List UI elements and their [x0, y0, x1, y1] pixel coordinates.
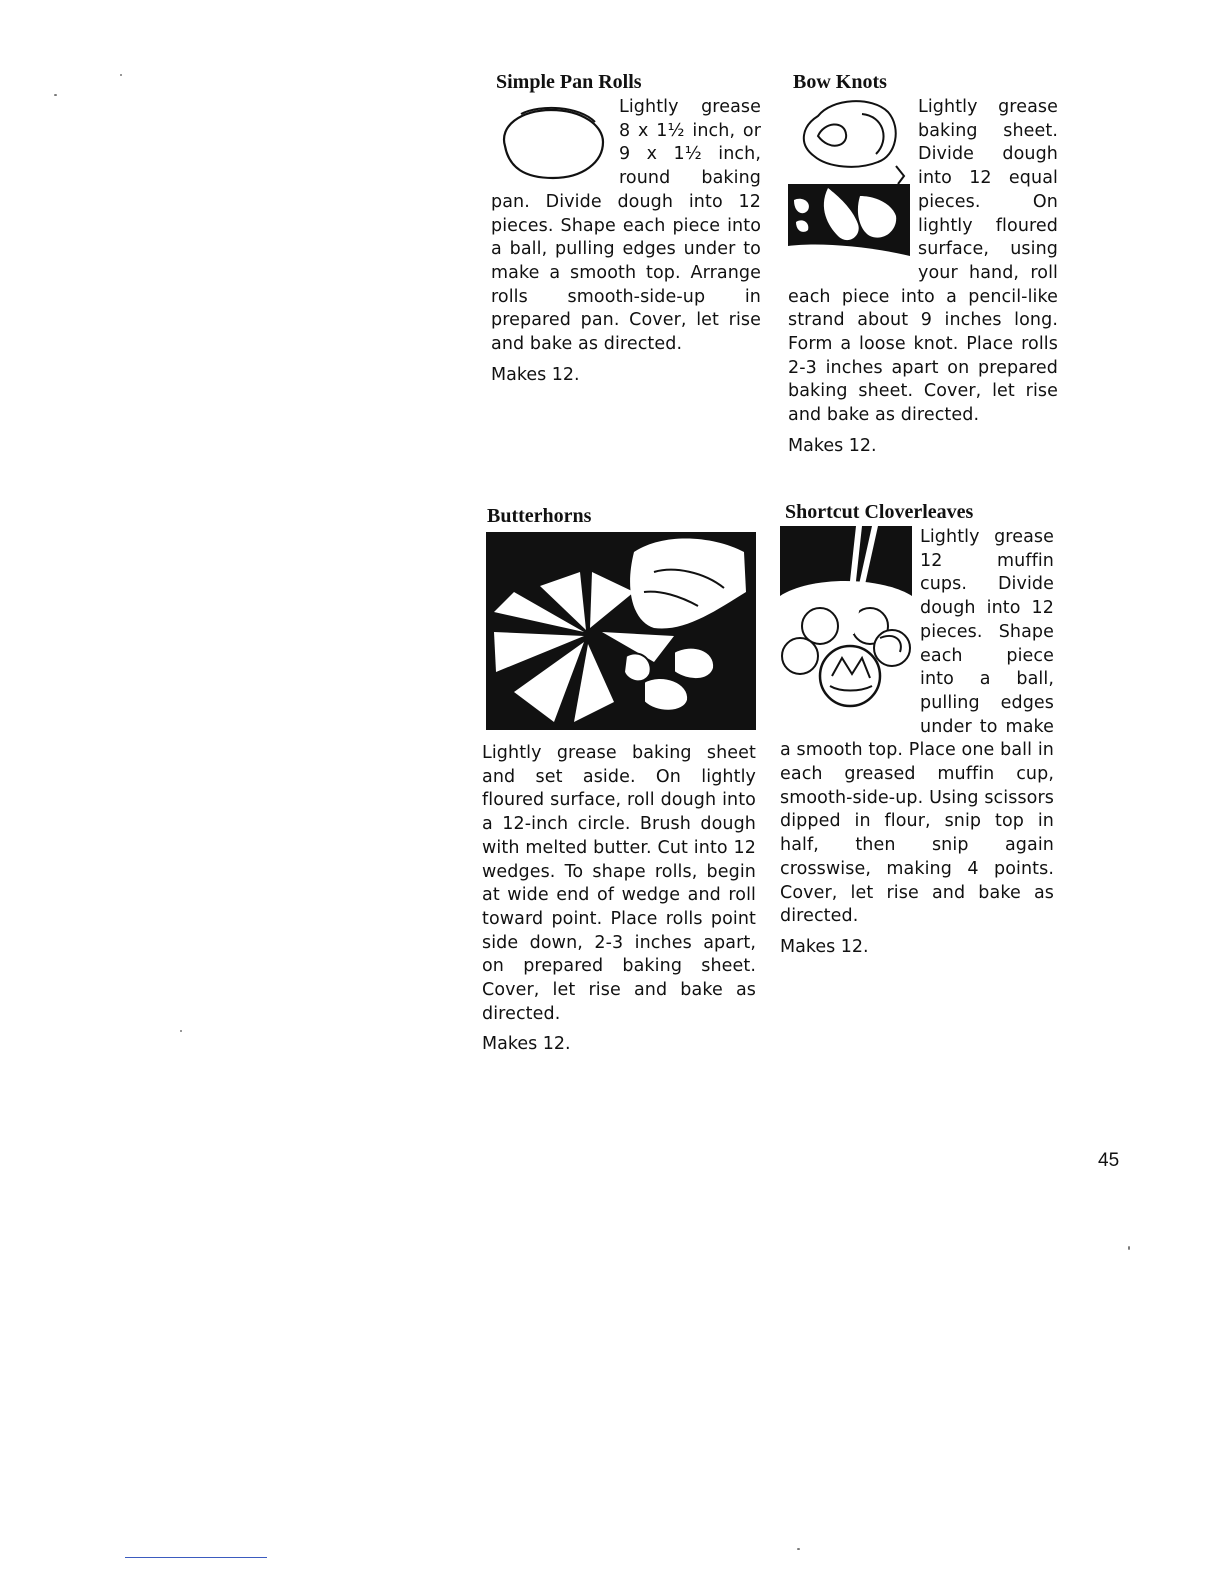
butterhorn-rolling-icon: [484, 532, 758, 732]
muffin-tin-scissors-icon: [780, 526, 912, 732]
recipe-title: Bow Knots: [793, 71, 887, 93]
recipe-body: Lightly grease 12 muffin cups. Divide dough into 12 pieces. Shape each piece into a ball, pulling edges under to make a smooth top. Place one ball in each greased muffin cup, smooth-side-up. Using scissors dipped in flour, snip top in half, then snip again crosswise, making 4 points. Cover, let rise and bake as directed.: [780, 527, 1054, 927]
recipe-title: Butterhorns: [487, 505, 592, 527]
recipe-body: Lightly grease baking sheet. Divide dough into 12 equal pieces. On lightly floured surface, using your hand, roll each piece into a pencil-like strand about 9 inches long. Form a loose knot. Place rolls 2-3 inches apart on prepared baking sheet. Cover, let rise and bake as directed.: [788, 97, 1058, 426]
bottom-rule: [125, 1557, 267, 1558]
scan-speck: [180, 1030, 182, 1032]
recipe-yield: Makes 12.: [491, 364, 580, 385]
bow-knot-icon: [788, 96, 910, 264]
recipe-shortcut-cloverleaves: [780, 500, 1054, 959]
scan-speck: [120, 74, 122, 76]
recipe-yield: Makes 12.: [780, 936, 869, 957]
recipe-butterhorns: [482, 504, 756, 1056]
recipe-yield: Makes 12.: [788, 435, 877, 456]
recipe-body: Lightly grease 8 x 1½ inch, or 9 x 1½ inch, round baking pan. Divide dough into 12 pieces. Shape each piece into a ball, pulling edges under to make a smooth top. Arrange rolls smooth-side-up in prepared pan. Cover, let rise and bake as directed.: [491, 97, 761, 355]
recipe-body: Lightly grease baking sheet and set aside. On lightly floured surface, roll dough into a 12-inch circle. Brush dough with melted butter. Cut into 12 wedges. To shape rolls, begin at wide end of wedge and roll toward point. Place rolls point side down, 2-3 inches apart, on prepared baking sheet. Cover, let rise and bake as directed.: [482, 743, 756, 1024]
recipe-title: Shortcut Cloverleaves: [785, 501, 974, 523]
scan-speck: [797, 1548, 800, 1550]
scan-speck: [1128, 1246, 1130, 1250]
recipe-simple-pan-rolls: [491, 70, 761, 387]
recipe-yield: Makes 12.: [482, 1034, 571, 1055]
round-pan-icon: [491, 96, 611, 186]
scan-speck: [54, 94, 57, 96]
recipe-bow-knots: [788, 70, 1058, 458]
recipe-title: Simple Pan Rolls: [496, 71, 642, 93]
page-number: 45: [1098, 1150, 1120, 1171]
